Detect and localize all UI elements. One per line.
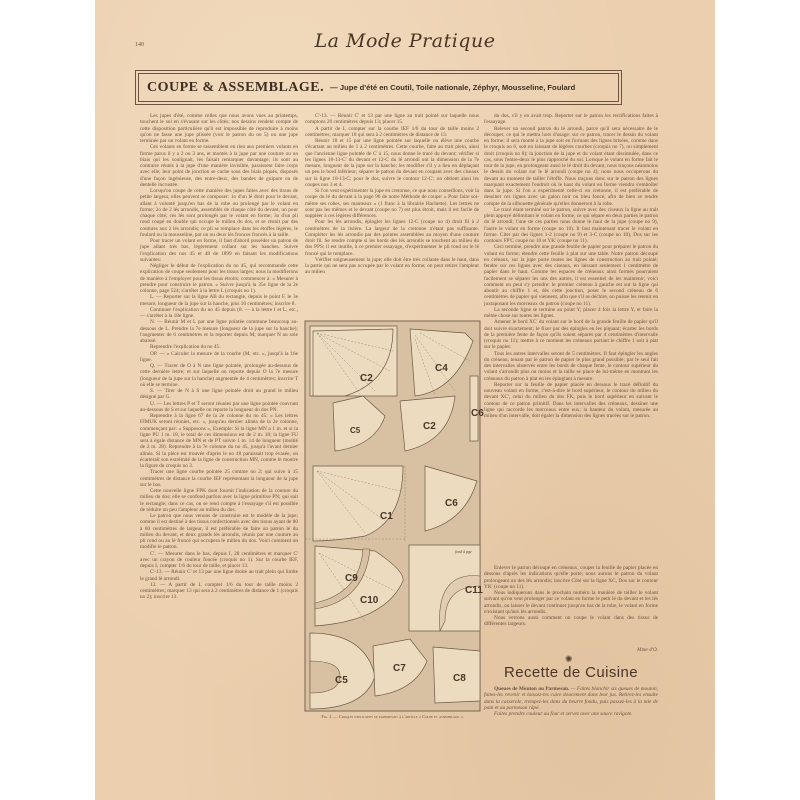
paragraph: Vérifier soigneusement la jupe; elle doit être très collante dans le haut, dans la partie qui ne sera pas occupée par le volant en forme; on peut retirer l'ampleur au milieu xyxy=(305,256,479,276)
pattern-label: C2 xyxy=(360,373,373,384)
paragraph: Lorsqu'on coupe de cette manière des jupes faites avec des tissus de petite largeur, elles peuvent se composer: 1o d'un lé droit pour le devant, allant à volonté jusqu'en bas de la robe ou prolongé par le volant en forme; 2o de 2 lés arrondis, assemblés de chaque côté du devant, un pour chaque côté; ces lés sont prolongés par le volant en forme; 3o d'un pli rond coupé en double qui occupe le milieu du dos, et se réunit par des coutures aux 2 lés arrondis; ce pli se remplace dans les étoffes légères, le foulard ou la mousseline, par un ou deux lés fronces froncés à la taille. xyxy=(140,188,298,238)
paragraph: Le patron que nous venons de construire est le modèle de la jupe; comme il est destiné à des tissus confectionnés avec des tissus ayant de 80 à 60 centimètres de largeur, il est préférable de faire un patron lé du milieu du devant, et deux grands lés arrondis, réunis par une couture au pli rond ou au lé froncé qui occupera le milieu du dos. Voici comment on modifie le patron. xyxy=(140,513,298,551)
magazine-page xyxy=(95,0,715,800)
article-title-box xyxy=(138,73,619,102)
paragraph: Relever un second patron du lé arrondi, parce qu'il sera nécessaire de le découper, ce qui le mettra hors d'usage: sur ce patron, tracer le dessin du volant en forme; il sera monté à la jupe soit en formant des lignes brisées, comme dans le croquis no 6, soit en laissant de légères courbes (croquis no 7), ou simplement droit (croquis no 8); la jonction de la jupe et du volant étant dissimulée, dans ce cas, sous l'entre-deux le plus rapproché du sol. Lorsque le volant en forme fait le tour de la jupe, en prolongeant aussi le lé droit du devant, nous traçons néanmoins le dessin du volant sur le lé arrondi (coupe no 4); nous nous occuperons du devant au moment de tailler l'étoffe. Nous traçons donc sur le patron des lignes marquant exactement l'endroit où le haut du volant en forme viendra s'emboîter dans la jupe. Si l'on a expérimenté celle-ci en cretonne, il est préférable de dessiner ces lignes avec un galon noir ou bleu foncé, afin de bien se rendre compte de la silhouette générale qu'elles donneront à la robe. xyxy=(484,125,658,207)
pattern-label: C2 xyxy=(423,421,436,432)
paragraph: L. — Reporter sur la ligne AB du rectangle, depuis le point F, le 3e mesure, longueur de la jupe sur la hanche, plus 10 centimètres; inscrire 8. xyxy=(140,294,298,307)
paragraph: Tous les autres intervalles seront de 5 centimètres. Il faut épingler les angles du créneau; tenant par le patron de papier le plus grand possible; par le seul fait des intervalles observés entre les bords de chaque fente, le contour supérieur du volant s'arrondit plus ou moins et la taille se place de lui-même en montrant les créneaux du patron à plat en les épinglant à mesure. xyxy=(484,350,658,382)
article-title: COUPE & ASSEMBLAGE. xyxy=(147,79,325,95)
paragraph: C'. — Mesurer dans le bas, depuis I, 28 centimètres et marquer C' avec un crayon de couleur foncée (croquis no 1). Sur la courbe IEF, depuis I, compter 1/6 du tour de taille, et placer 13. xyxy=(140,550,298,569)
paragraph: Pour tracer un volant en forme, il faut d'abord posséder un patron de jupe allant très bas, légèrement collant sur les hanches. Suivre l'explication des nos 45 et 48 de 1899 en faisant les modifications suivantes: xyxy=(140,238,298,263)
paragraph: Continuer l'explication du no 45 depuis (8. — à la lettre I et L, etc., — s'arrêter à la 18e ligne. xyxy=(140,306,298,319)
pattern-label: C5 xyxy=(335,675,348,686)
pattern-label: C1 xyxy=(380,511,393,522)
rosette-ornament-icon: ✺ xyxy=(565,654,573,664)
paragraph: Nous indiquerons dans le prochain numéro la manière de tailler le volant suivant qu'on veut prolonger par ce volant en forme le petit lé du devant et les lés arrondis, ou laisser le devant continuer jusqu'en bas de la robe, le volant en forme n'existant qu'aux lés arrondis. xyxy=(484,590,658,615)
recipe-body-2: Faites prendre couleur au four et servez avec une sauce ravigote. xyxy=(494,711,633,717)
masthead: La Mode Pratique xyxy=(314,30,496,52)
paragraph: Si l'on veut expérimenter la jupe en cretonne, ce que nous conseillons, voir la coupe du lé du devant à la page 96 de notre Méthode de coupe: « Pour faire soi-même ses robes, ses manteaux » (1 franc à la librairie Hachette). Les lettres ne sont pas les mêmes et le devant (coupe no 7) est plus étroit, mais il est facile de suppléer à ces légères différences. xyxy=(305,188,479,219)
pattern-label: C6 xyxy=(471,408,484,419)
pattern-label: C6 xyxy=(445,498,458,509)
paragraph: Négliger le début de l'explication du no 45, qui recommande cette explication de coupe seulement pour les tissus larges; nous la modifierons de manière à l'employer pour les tissus étroits; commencer à: « Mesurer à prendre pour construire le patron. » Suivre jusqu'à la 35e ligne de la 2e colonne, page 524; s'arrêter à la lettre L (croquis no 1). xyxy=(140,263,298,294)
paragraph: Ces volants en forme se rassemblent en rien aux premiers volants en forme parus il y a 2 ou 3 ans, et montés à la jupe par une couture ou un biais qui les soulignait, les faisait remarquer davantage; ils sont au contraire réunis à la jupe d'une manière invisible, paraissent faire corps avec elle; leur point de jonction se cache sous des biais piqués, disposés d'une façon ingénieuse, des entre-deux, des bandes de guipure ou de dentelle incrustée. xyxy=(140,144,298,188)
column-3 xyxy=(484,113,658,563)
recipe-name: Queues de Mouton au Parmesan. xyxy=(494,686,570,692)
recipe-body: — Faites blanchir six queues de mouton, faites-les revenir et laissez-les cuire doucement dans leur jus. Retirez-les ensuite dans la casserole, trempez-les dans du beurre fondu, puis passez-les à la mie de pain et au parmesan râpé. xyxy=(484,686,658,711)
pattern-label: C5 xyxy=(350,426,361,435)
paragraph: Réunir 18 et 15 par une ligne pointée sur laquelle on élève une courbe s'écartant au milieu de 1 à 2 centimètres. Cette courbe, faite au trait plein, ainsi que l'ancienne ligne pointée de C' à 15, nous donne le tracé du devant; vérifier si les lignes 18-13-C' du devant et 12-C du lé arrondi ont la dimension de la 7e mesure, longueur de la jupe sur la hanche; les modifier s'il y a lieu en déplaçant un peu le bord inférieur; séparer le patron du devant en coupant avec des ciseaux sur la ligne 18-13-C; pour le dos, suivre le contour 12-C'; on obtient ainsi les coupes nos 3 et 4. xyxy=(305,138,479,188)
author-signature: Mme d'O. xyxy=(637,647,658,653)
pattern-figure xyxy=(305,321,484,711)
paragraph: C'-13. — Réunir C' et 13 par une ligne au trait pointé sur laquelle nous comptons 20 centimètres depuis 13; placer 15. xyxy=(305,113,479,126)
paragraph: 13. — A partir de I, compter 1/6 du tour de taille moins 2 centimètres; marquer 13 qui sera à 2 centimètres de distance de 1 (croquis no 2); inscrire 13. xyxy=(140,581,298,601)
paragraph: Q. — Tracer de O à N une ligne pointée, prolongée au-dessous de cette dernière lettre; et sur laquelle on reporte depuis O la 7e mesure (longueur de la jupe sur la hanche) augmentée de 4 centimètres; inscrire T où elle se termine. xyxy=(140,363,298,388)
paragraph: Les jupes d'été, comme celles que nous avons vues au printemps, touchent le sol en s'évasant sur les côtés; nos dessins rendent compte de cette disposition particulière qu'il est impossible de reproduire à moins qu'on ne fasse une jupe plissée (voir le patron du no 5) ou une jupe terminée par un volant en forme. xyxy=(140,113,298,144)
paragraph: A partir de I, compter sur la courbe IEF 1/6 du tour de taille moins 2 centimètres; marquer 18 qui sera à 2 centimètres de distance de 13. xyxy=(305,125,479,138)
page-number: 140 xyxy=(135,42,144,48)
column-1 xyxy=(140,113,298,733)
paragraph: C'-13. — Réunir C' et 13 par une ligne droite au trait plein qui limite le grand lé arrondi. xyxy=(140,569,298,582)
pattern-label: C10 xyxy=(360,595,379,606)
paragraph: du dos, s'il y en avait trop. Reporter sur le patron les rectifications faites à l'essayage. xyxy=(484,113,658,126)
article-subtitle: — Jupe d'été en Coutil, Toile nationale, Zéphyr, Mousseline, Foulard xyxy=(330,83,576,92)
paragraph: Nous verrons aussi comment on coupe le volant dans des tissus de différentes largeurs. xyxy=(484,615,658,628)
paragraph: N. — Réunir M et L par une ligne pointée commune beaucoup au-dessous de L. Prendre la 7e mesure (longueur de la jupe sur la hanche); l'augmenter de 6 centimètres et la reporter depuis M; marquer N au sole abaissé. xyxy=(140,319,298,344)
paragraph: OP. — « Calculer la mesure de la courbe (M, etc. », jusqu'à la 16e ligne. xyxy=(140,350,298,363)
paragraph: Reprendre à la ligne 67 de la 2e colonne du no 45: « Les lettres FIMUK seront réunies, etc. », jusqu'au dernier alinéa de la 2e colonne, commençant par: « Supposons », Exemple: Si la ligne MN a 1 m. et si la ligne PU 1 m. 18, le total de ces dimensions est de 2 m. 18; la ligne FU sera à égale distance de MN et de PT suivre 1 m. 14 de longueur (moitié de 2 m. 28). Reprendre à la 7e colonne du no 45, jusqu'à l'avant dernier alinéa. Si la pièce est trouvée d'après le no 48 paraissait trop évasée, on écarterait son extrémité de la ligne de construction MN, comme le montre la figure du croquis no 3. xyxy=(140,413,298,469)
pattern-label: C4 xyxy=(435,363,448,374)
paragraph: Enlever le patron découpé en créneaux, couper la feuille de papier placée en dessous d'après les indications qu'elle porte; nous aurons le patron du volant prolongeant un des lés arrondis; inscrire Côté sur la ligne XC, Dos sur le contour YK' (coupe no 11). xyxy=(484,565,658,590)
figure-note: fond à pge xyxy=(455,549,472,554)
paragraph: S. — Tirer de N à S une ligne pointée droit au grand le milieu désigné par G. xyxy=(140,388,298,401)
column-2 xyxy=(305,113,479,319)
column-3-end xyxy=(484,565,658,647)
paragraph: La seconde ligne se termine au point Y; placer 4 fois la lettre Y, et faire la même chose sur toutes les lignes. xyxy=(484,306,658,319)
pattern-label: C8 xyxy=(453,673,466,684)
recipe-heading: Recette de Cuisine xyxy=(504,664,638,681)
paragraph: Amener le bord XC' du volant sur le bord de la grande feuille de papier qu'il doit suivre exactement; le fixer par des épingles en les piquant; écarter les bords de la première fente de façon qu'ils soient séparés par 4 centimètres d'intervalle (croquis no 11); mettre à ce moment les créneaux portant le chiffre 1 soit à plat sur le papier. xyxy=(484,319,658,351)
pattern-label: C11 xyxy=(465,585,483,596)
paragraph: Pour les lés arrondis, épingler les lignes 12-C (coupe no 4) droit fil à 2 centimètres de la lisière. La largeur de la cretonne n'étant pas suffisante. Compléter les lés arrondis par des pointes assemblées au moyen d'une couture droit fil. Se rendre compte si les bords des lés arrondis se touchent au milieu du dos PPS; il est inutile, à ce premier essayage, d'expérimenter le pli rond ou le lé froncé qui le remplace. xyxy=(305,219,479,257)
paragraph: Le tracé étant terminé sur le patron, suivre avec des ciseaux la ligne au trait plein appuyé délimitant le volant en forme, ce qui sépare en deux parties le patron du lé arrondi; l'une de ces parties nous donne le haut de la jupe (coupe no 9), l'autre le volant en forme (coupe no 10). Il faut maintenant tracer le volant en forme. Citer par des lignes 1-2 (coupe no 9) et 3-C (coupe no 10), Dos sur les contours FP'C coupé no 10 et YK' (coupe no 11). xyxy=(484,206,658,244)
paragraph: Cette nouvelle ligne FPK dont fournit l'indication de la couture du milieu du dos; elle se confond parfois avec la ligne primitive PN; qui suit le rectangle; dans ce cas, on se rend compte à l'essayage s'il est possible de réduire un peu l'ampleur au milieu du dos. xyxy=(140,488,298,513)
recipe-text xyxy=(484,686,658,717)
pattern-label: C9 xyxy=(345,573,358,584)
paragraph: U. — Les lettres P et T seront réunies par une ligne pointée couvrant au-dessous de S et sur laquelle on reporte la longueur du dos PN. xyxy=(140,400,298,413)
paragraph: Reprendre l'explication du no 45. xyxy=(150,344,221,351)
paragraph: Ceci terminé, prendre une grande feuille de papier pour préparer le patron du volant en forme; étendre cette feuille à plat sur une table. Notre patron découpé en crénaux, sur la jupe porte toutes les lignes de construction au trait pointé; fendre sur ces lignes avec des ciseaux, en laissant seulement 1 centimètre de papier dans le haut. Comme les espaces de créneaux ainsi formés pourraient facilement se séparer les uns des autres, il est essentiel de les maintenir; voici comment on peut s'y prendre: le premier créneau à gauche est sur la ligne qui aboutit au chiffre 1 et, dès cette jonction, poser le second créneau de 6 centimètres de papier qui viennent, afin que s'il se déchire, on puisse les retenir en juxtaposant les morceaux du patron (coupe no 11). xyxy=(484,244,658,307)
paragraph: Reporter sur la feuille de papier placée en dessous le tracé définitif du nouveau volant en forme, c'est-à-dire le bord supérieur, le contour du milieu du devant XC', celui du milieu du dos FK, puis le bord supérieur en suivant le contour de ce patron primitif. Dans les intervalles des créneaux, dessiner une ligne qui raccorde les morceaux entre eux; la hauteur du volant, mesurée au milieu d'un intervalle, doit égaler la dimension des lignes tracées sur le patron. xyxy=(484,381,658,419)
pattern-label: C7 xyxy=(393,663,406,674)
paragraph: Tracer une ligne courbe pointée 25 comme no 2; qui suive à 15 centimètres de distance la courbe IEF représentant la longueur de la jupe sur le bas. xyxy=(140,469,298,488)
figure-caption: Fig. I. — Croquis explicatifs se rapportant à l'article « Coupe et assemblage. » xyxy=(321,714,464,719)
